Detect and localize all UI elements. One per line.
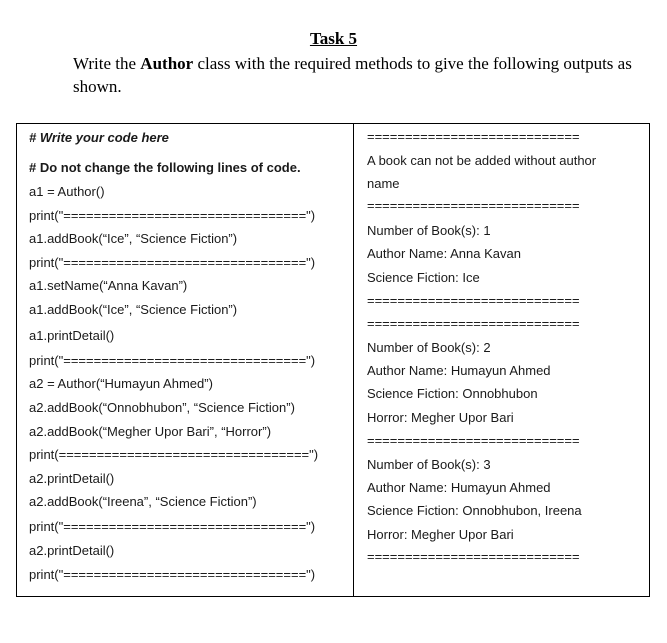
output-line: Author Name: Humayun Ahmed	[367, 363, 551, 378]
intro-text-end: class with the required methods to give the following outputs as shown.	[73, 54, 632, 96]
task-title: Task 5	[309, 29, 358, 48]
code-line: a1.setName(“Anna Kavan”)	[29, 278, 188, 293]
output-line: Horror: Megher Upor Bari	[367, 410, 514, 425]
output-line: Number of Book(s): 1	[367, 223, 491, 238]
output-line: Science Fiction: Onnobhubon	[367, 386, 538, 401]
output-line: ============================	[367, 198, 580, 213]
output-line: Number of Book(s): 3	[367, 457, 491, 472]
code-line: a2.printDetail()	[29, 471, 115, 486]
output-line: A book can not be added without author	[367, 153, 597, 168]
code-line: a2.printDetail()	[29, 543, 115, 558]
intro-class-name: Author	[140, 54, 194, 73]
column-divider	[353, 123, 354, 597]
output-line: Author Name: Humayun Ahmed	[367, 480, 551, 495]
output-line: Author Name: Anna Kavan	[367, 246, 521, 261]
output-line: ============================	[367, 433, 580, 448]
code-line: print(=================================")	[29, 447, 319, 462]
code-line: # Do not change the following lines of code.	[29, 160, 301, 175]
code-line: a2.addBook(“Onnobhubon”, “Science Fiction”)	[29, 400, 295, 415]
output-line: ============================	[367, 129, 580, 144]
code-line: print("================================")	[29, 353, 316, 368]
code-line: print("================================")	[29, 255, 316, 270]
code-line: # Write your code here	[29, 130, 169, 145]
output-line: ============================	[367, 293, 580, 308]
code-line: a1.addBook(“Ice”, “Science Fiction”)	[29, 302, 238, 317]
intro-text-start: Write the	[73, 54, 141, 73]
code-line: print("================================")	[29, 567, 316, 582]
output-line: ============================	[367, 549, 580, 564]
code-line: a2 = Author(“Humayun Ahmed”)	[29, 376, 213, 391]
output-line: Science Fiction: Onnobhubon, Ireena	[367, 503, 582, 518]
output-line: Number of Book(s): 2	[367, 340, 491, 355]
code-line: print("================================")	[29, 208, 316, 223]
code-line: a1.addBook(“Ice”, “Science Fiction”)	[29, 231, 238, 246]
code-line: print("================================")	[29, 519, 316, 534]
code-line: a1.printDetail()	[29, 328, 115, 343]
output-line: ============================	[367, 316, 580, 331]
code-line: a2.addBook(“Ireena”, “Science Fiction”)	[29, 494, 257, 509]
code-line: a1 = Author()	[29, 184, 105, 199]
output-line: name	[367, 176, 400, 191]
code-line: a2.addBook(“Megher Upor Bari”, “Horror”)	[29, 424, 272, 439]
task-description	[73, 52, 633, 98]
output-line: Horror: Megher Upor Bari	[367, 527, 514, 542]
output-line: Science Fiction: Ice	[367, 270, 480, 285]
